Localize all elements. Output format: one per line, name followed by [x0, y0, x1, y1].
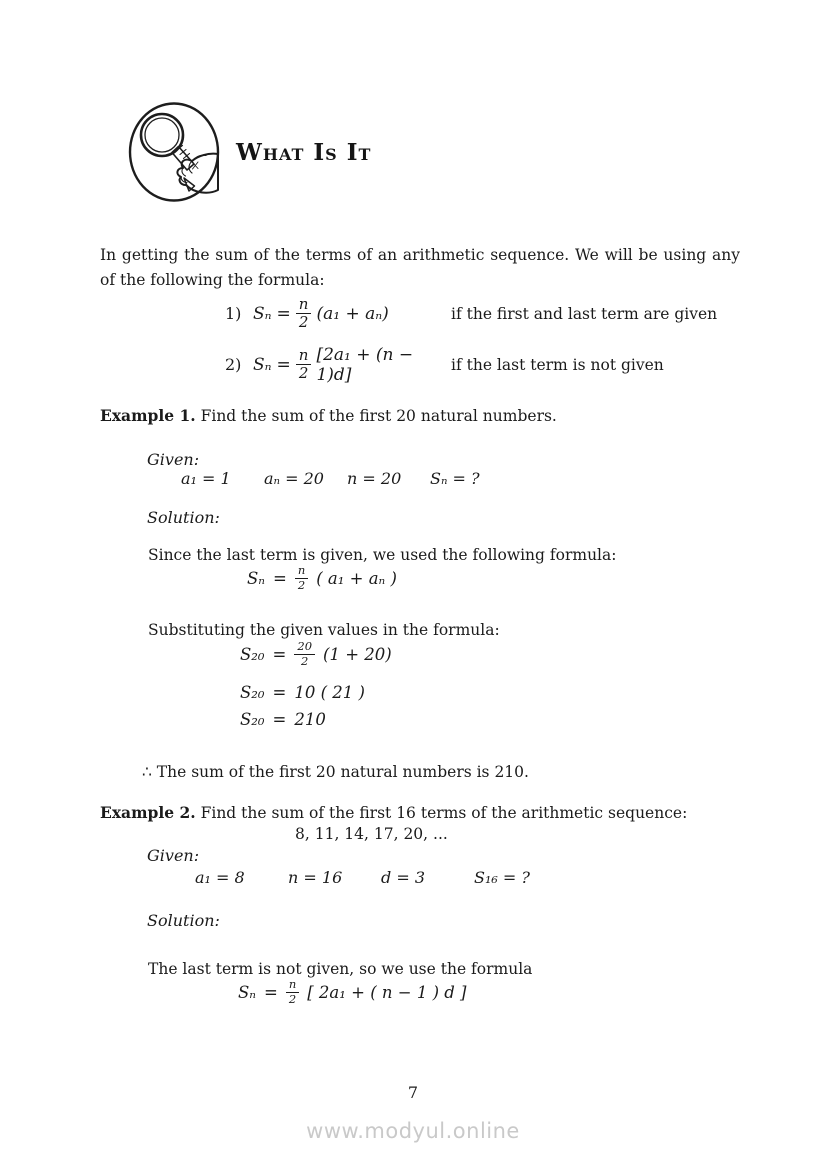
example1-label: Example 1. [100, 406, 196, 425]
given-item: n = 20 [347, 469, 402, 488]
fraction-denominator: 2 [288, 991, 297, 1006]
example2-solution-label: Solution: [147, 911, 220, 930]
step-rhs: 210 [294, 709, 326, 729]
formula-row-1 [225, 291, 785, 336]
fraction-numerator: 20 [294, 640, 315, 654]
example2-formula [238, 973, 467, 1011]
given-item: a₁ = 1 [181, 469, 231, 488]
formula-rhs: ( a₁ + aₙ ) [316, 568, 397, 588]
given-item: d = 3 [381, 868, 425, 887]
formula-2-rhs: [2a₁ + (n − 1)d] [316, 344, 414, 385]
page-number: 7 [407, 1083, 419, 1102]
step-rhs: (1 + 20) [323, 644, 392, 664]
given-item: Sₙ = ? [430, 469, 480, 488]
formula-lhs: Sₙ [247, 568, 265, 588]
equals-sign: = [276, 354, 291, 375]
step-lhs: S₂₀ [240, 682, 265, 702]
intro-paragraph: In getting the sum of the terms of an arithmetic sequence. We will be using any of the following the formula: [100, 245, 740, 289]
example2-label: Example 2. [100, 803, 196, 822]
formula-1-rhs: (a₁ + aₙ) [316, 303, 389, 324]
fraction-denominator: 2 [298, 364, 309, 382]
equals-sign: = [264, 982, 278, 1002]
given-item: aₙ = 20 [264, 469, 324, 488]
example2-solution-intro: The last term is not given, so we use the formula [148, 960, 533, 978]
equals-sign: = [272, 709, 287, 729]
solution-step-2 [240, 679, 365, 705]
fraction [296, 296, 312, 332]
formula-1-expression [253, 296, 451, 332]
equals-sign: = [272, 644, 287, 664]
magnifier-hand-icon [128, 102, 220, 202]
example2-givens-row [195, 868, 530, 887]
step-lhs: S₂₀ [240, 644, 265, 664]
given-item: S₁₆ = ? [474, 868, 530, 887]
fraction-numerator: n [286, 978, 299, 992]
fraction [295, 564, 308, 591]
example1-conclusion: ∴ The sum of the first 20 natural numbers is 210. [142, 763, 529, 781]
example1-solution-intro: Since the last term is given, we used the following formula: [148, 546, 617, 564]
example2-given-label: Given: [147, 846, 200, 865]
formula-1-condition: if the first and last term are given [451, 304, 718, 323]
formula-2-lhs: Sₙ [253, 354, 272, 375]
section-header [128, 102, 371, 202]
fraction-numerator: n [296, 296, 312, 314]
solution-step-1 [240, 635, 392, 673]
fraction [286, 978, 299, 1005]
example1-heading [100, 403, 557, 429]
watermark: www.modyul.online [306, 1119, 520, 1143]
formula-lhs: Sₙ [238, 982, 256, 1002]
fraction-denominator: 2 [301, 653, 309, 668]
formula-rhs: [ 2a₁ + ( n − 1 ) d ] [307, 982, 467, 1002]
equals-sign: = [276, 303, 291, 324]
example1-substitution-intro: Substituting the given values in the formula: [148, 621, 500, 639]
given-item: n = 16 [288, 868, 343, 887]
page-title: What Is It [236, 138, 372, 166]
solution-step-3 [240, 706, 326, 732]
example2-sequence: 8, 11, 14, 17, 20, ... [295, 825, 448, 843]
fraction-numerator: n [296, 347, 312, 365]
fraction [294, 640, 315, 667]
formula-2-condition: if the last term is not given [451, 355, 664, 374]
given-item: a₁ = 8 [195, 868, 245, 887]
fraction-denominator: 2 [298, 313, 309, 331]
formula-row-2 [225, 342, 785, 387]
fraction-numerator: n [295, 564, 308, 578]
example1-given-label: Given: [147, 450, 200, 469]
formula-list [225, 291, 785, 393]
step-rhs: 10 ( 21 ) [294, 682, 365, 702]
formula-2-number: 2) [225, 355, 242, 374]
equals-sign: = [272, 682, 287, 702]
equals-sign: = [273, 568, 287, 588]
formula-1-number: 1) [225, 304, 242, 323]
fraction-denominator: 2 [297, 577, 306, 592]
example1-solution-label: Solution: [147, 508, 220, 527]
fraction [296, 347, 312, 383]
step-lhs: S₂₀ [240, 709, 265, 729]
example1-givens-row [181, 469, 480, 488]
formula-1-lhs: Sₙ [253, 303, 272, 324]
example2-problem: Find the sum of the first 16 terms of the arithmetic sequence: [200, 804, 688, 822]
example1-formula [247, 559, 397, 597]
example1-problem: Find the sum of the first 20 natural numbers. [200, 407, 557, 425]
formula-2-expression [253, 345, 451, 385]
